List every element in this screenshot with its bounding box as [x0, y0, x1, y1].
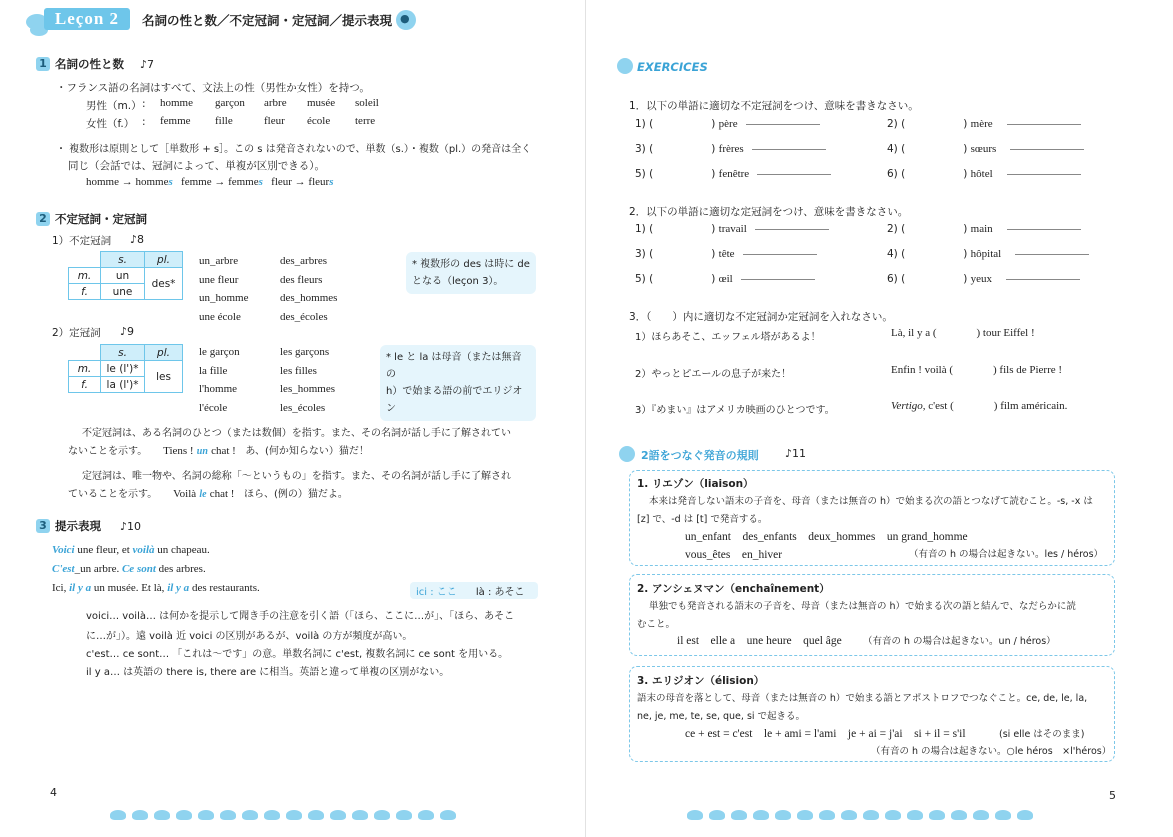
highlight: Ce sont [121, 563, 156, 575]
masc-word: soleil [355, 97, 379, 109]
plural-s: s [168, 176, 173, 188]
item-number: 5) [635, 168, 646, 180]
page-header-title: 名詞の性と数／不定冠詞・定冠詞／提示表現 [142, 13, 393, 28]
text: des arbres. [158, 563, 206, 575]
rule-note: (si elle はそのまま) [999, 729, 1085, 740]
track-number: ♪8 [130, 233, 145, 246]
example-word: des fleurs [280, 273, 323, 286]
presentative-example [52, 563, 206, 575]
cloud-decoration [308, 810, 324, 820]
text: ていることを示す。 [68, 489, 158, 500]
highlight: voilà [132, 544, 155, 556]
item-word: œil [718, 273, 733, 285]
cloud-decoration [995, 810, 1011, 820]
cloud-decoration [374, 810, 390, 820]
paragraph: ・ 複数形は原則として［単数形 + s］。この s は発音されないので、単数（s.）・複数（pl.）の発音は全く [56, 144, 532, 155]
subsection-title: 1）不定冠詞 [52, 235, 112, 247]
exercise-item[interactable]: 5) ( ) œil [635, 273, 815, 285]
example-text: chat ! [211, 445, 236, 457]
lecon-badge: Leçon 2 [44, 8, 130, 30]
cloud-decoration [176, 810, 192, 820]
article-highlight: le [199, 489, 207, 500]
item-word: travail [718, 223, 747, 235]
answer-line[interactable] [1007, 229, 1081, 230]
example-text: Tiens ! [163, 445, 194, 457]
right-page [587, 0, 1173, 837]
fill-prefix: Vertigo, [891, 400, 926, 412]
cloud-decoration [198, 810, 214, 820]
translation: ほら、(例の）猫だよ。 [244, 489, 348, 500]
vocab-la: là : あそこ [475, 587, 525, 598]
note-box [380, 345, 536, 421]
definite-examples-plural [280, 343, 335, 417]
example-word: des_écoles [280, 310, 328, 323]
page-number: 4 [50, 786, 57, 799]
cloud-decoration [775, 810, 791, 820]
cloud-decoration [951, 810, 967, 820]
example-word: la fille [199, 364, 228, 377]
table-cell: f. [69, 284, 101, 300]
cloud-decoration [110, 810, 126, 820]
example-word: des_arbres [280, 255, 328, 267]
exercise-item[interactable]: 4) ( ) sœurs [887, 143, 1084, 155]
example-word: le garçon [199, 346, 240, 358]
cloud-decoration [929, 810, 945, 820]
fill-suffix: ) tour Eiffel ! [976, 327, 1035, 339]
cloud-decoration [731, 810, 747, 820]
plural-s: s [258, 176, 263, 188]
masc-word: arbre [264, 97, 287, 109]
colon: : [142, 98, 146, 110]
answer-line[interactable] [757, 174, 831, 175]
table-cell: f. [69, 377, 101, 393]
fill-prefix: Là, il y a ( [891, 327, 937, 339]
example-word: les garçons [280, 346, 330, 358]
item-number: 3) [635, 248, 646, 260]
cloud-decoration [709, 810, 725, 820]
exercise-fill[interactable] [891, 400, 1067, 412]
exercise-jp: 3）『めまい』はアメリカ映画のひとつです。 [635, 405, 835, 416]
plural-example: homme → homme [86, 176, 169, 188]
note-text: * 複数形の des は時に de [412, 259, 530, 270]
cloud-decoration [418, 810, 434, 820]
item-number: 2) [887, 118, 898, 130]
example-word: l'homme [199, 383, 238, 395]
answer-line[interactable] [755, 229, 829, 230]
cloud-decoration [330, 810, 346, 820]
exercise-question: 1．以下の単語に適切な不定冠詞をつけ、意味を書きなさい。 [629, 100, 919, 112]
answer-line[interactable] [1015, 254, 1089, 255]
exercise-item[interactable]: 6) ( ) yeux [887, 273, 1080, 285]
note-text: となる（leçon 3）。 [412, 276, 504, 287]
paragraph: 不定冠詞は、ある名詞のひとつ（または数個）を指す。また、その名詞が話し手に了解されてい [82, 428, 511, 439]
cloud-decoration [753, 810, 769, 820]
definite-examples-singular [199, 343, 240, 417]
exercise-item[interactable]: 6) ( ) hôtel [887, 168, 1081, 180]
exercise-item[interactable]: 1) ( ) père [635, 118, 820, 130]
example-word: les_hommes [280, 383, 335, 395]
exercise-item[interactable]: 2) ( ) mère [887, 118, 1081, 130]
text: des restaurants. [191, 582, 260, 594]
rule-text: [z] で、-d は [t] で発音する。 [637, 514, 768, 525]
paragraph: 定冠詞は、唯一物や、名詞の総称「～というもの」を指す。また、その名詞が話し手に了解され [82, 471, 511, 482]
plural-examples [86, 176, 333, 188]
rule-note: （有音の h の場合は起きない。○le héros ×l'héros） [871, 746, 1112, 757]
answer-line[interactable] [1006, 279, 1080, 280]
subsection-title: 2）定冠詞 [52, 327, 101, 339]
definite-article-table [68, 344, 183, 393]
article-highlight: un [196, 446, 208, 457]
section-title: 名詞の性と数 [55, 57, 124, 71]
item-number: 3) [635, 143, 646, 155]
item-word: fenêtre [718, 168, 750, 180]
rules-title: 2語をつなぐ発音の規則 [641, 449, 759, 462]
plural-example: femme → femme [181, 176, 259, 188]
cloud-decoration [907, 810, 923, 820]
item-word: mère [970, 118, 993, 130]
item-word: père [718, 118, 738, 130]
note-box [406, 252, 536, 294]
ladybug-spots: ● [400, 12, 410, 25]
fill-suffix: ) fils de Pierre ! [993, 364, 1063, 376]
cloud-decoration [132, 810, 148, 820]
cloud-decoration [687, 810, 703, 820]
answer-line[interactable] [1007, 124, 1081, 125]
highlight: il y a [69, 582, 92, 594]
fem-word: fille [215, 115, 233, 127]
exercise-item[interactable]: 4) ( ) hôpital [887, 248, 1089, 260]
rule-title: 2. アンシェヌマン（enchaînement） [637, 583, 830, 595]
fill-prefix: Enfin ! voilà ( [891, 364, 954, 376]
explanation: voici… voilà… は何かを提示して聞き手の注意を引く語（「ほら、ここに…が」、「ほら、あそこ [86, 611, 515, 622]
item-word: yeux [970, 273, 993, 285]
table-cell: les [145, 361, 183, 393]
cloud-decoration [1017, 810, 1033, 820]
masc-word: homme [160, 97, 193, 109]
note-text: h）で始まる語の前でエリジオン [386, 386, 523, 414]
track-number: ♪10 [120, 520, 142, 533]
paragraph: 同じ（会話では、冠詞によって、単複が区別できる）。 [68, 160, 326, 172]
rule-example: vous_êtes en_hiver [685, 549, 783, 561]
rule-text: 本来は発音しない語末の子音を、母音（または無音の h）で始まる次の語とつなげて読むこと。-s, -x は [649, 496, 1093, 507]
fem-word: école [307, 115, 331, 127]
feminine-label: 女性（f.） [86, 118, 135, 130]
vocab-ici: ici : ここ [416, 587, 457, 598]
cloud-decoration [863, 810, 879, 820]
cloud-decoration [220, 810, 236, 820]
answer-line[interactable] [741, 279, 815, 280]
exercise-item[interactable]: 3) ( ) frères [635, 143, 826, 155]
masc-word: musée [307, 97, 336, 109]
item-number: 2) [887, 223, 898, 235]
page-number: 5 [1109, 789, 1116, 802]
table-cell: une [101, 284, 145, 300]
item-number: 4) [887, 143, 898, 155]
fill-prefix: c'est ( [925, 400, 954, 412]
presentative-example [52, 582, 260, 594]
rule-text: 語末の母音を落として、母音（または無音の h）で始まる語とアポストロフでつなぐこと。ce, de, le, la, [637, 693, 1088, 704]
section-number: 1 [36, 57, 50, 71]
exercises-title: EXERCICES [637, 60, 708, 74]
table-cell: le (l')* [101, 361, 145, 377]
highlight: Voici [52, 544, 75, 556]
indefinite-article-table [68, 251, 183, 300]
item-word: hôtel [970, 168, 993, 180]
example-word: des_hommes [280, 292, 338, 304]
cloud-decoration [841, 810, 857, 820]
exercise-fill[interactable] [891, 364, 1062, 376]
masc-word: garçon [215, 97, 245, 109]
exercise-question: 3．（ ）内に適切な不定冠詞か定冠詞を入れなさい。 [629, 311, 893, 323]
table-header: pl. [145, 345, 183, 361]
fem-word: fleur [264, 115, 285, 127]
track-number: ♪7 [140, 58, 155, 71]
item-word: main [970, 223, 993, 235]
answer-line[interactable] [1007, 174, 1081, 175]
example-word: les filles [280, 364, 317, 377]
answer-line[interactable] [743, 254, 817, 255]
item-number: 6) [887, 273, 898, 285]
paragraph [68, 485, 348, 500]
text: une fleur, et [77, 544, 130, 556]
cloud-decoration [440, 810, 456, 820]
example-word: un_arbre [199, 255, 239, 267]
section-number: 2 [36, 212, 50, 226]
rule-title: 1. リエゾン（liaison） [637, 478, 754, 490]
answer-line[interactable] [752, 149, 826, 150]
cloud-decoration [154, 810, 170, 820]
cloud-decoration [885, 810, 901, 820]
item-word: tête [718, 248, 735, 260]
example-word: les_écoles [280, 401, 326, 414]
example-text: Voilà [173, 488, 197, 500]
cloud-decoration [352, 810, 368, 820]
colon: : [142, 116, 146, 128]
rule-example: ce + est = c'est le + ami = l'ami je + ai = j'ai si + il = s'il [685, 728, 966, 740]
text: Ici, [52, 582, 67, 594]
exercise-question: 2．以下の単語に適切な定冠詞をつけ、意味を書きなさい。 [629, 206, 909, 218]
explanation: c'est… ce sont… 「これは～です」の意。単数名詞に c'est, 複数名詞に ce sont を用いる。 [86, 649, 509, 660]
text: _un arbre. [74, 563, 120, 575]
item-number: 4) [887, 248, 898, 260]
indefinite-examples-plural [280, 252, 337, 326]
table-cell: m. [69, 361, 101, 377]
text: un musée. Et là, [93, 582, 165, 594]
paragraph [68, 442, 369, 457]
item-number: 6) [887, 168, 898, 180]
table-cell: la (l')* [101, 377, 145, 393]
item-word: frères [718, 143, 744, 155]
cloud-decoration [242, 810, 258, 820]
translation: あ、(何か知らない）猫だ！ [245, 446, 369, 457]
text: un chapeau. [157, 544, 210, 556]
explanation: に…が」）。遠 voilà 近 voici の区別があるが、voilà の方が頻度が高い。 [86, 631, 413, 642]
cloud-decoration [797, 810, 813, 820]
answer-line[interactable] [1010, 149, 1084, 150]
cloud-decoration [973, 810, 989, 820]
presentative-example [52, 544, 210, 556]
rule-note: （有音の h の場合は起きない。un / héros） [863, 636, 1056, 647]
exercise-fill[interactable] [891, 327, 1035, 339]
flower-icon [617, 58, 633, 74]
exercise-item[interactable]: 5) ( ) fenêtre [635, 168, 831, 180]
exercise-item[interactable]: 3) ( ) tête [635, 248, 817, 260]
plural-example: fleur → fleur [271, 176, 330, 188]
table-cell: un [101, 268, 145, 284]
section-number: 3 [36, 519, 50, 533]
left-page [0, 0, 586, 837]
rule-example: un_enfant des_enfants deux_hommes un grand_homme [685, 531, 968, 543]
exercise-item[interactable]: 1) ( ) travail [635, 223, 829, 235]
example-word: une école [199, 310, 241, 323]
fill-suffix: ) film américain. [993, 400, 1068, 412]
highlight: C'est [52, 563, 75, 575]
example-word: une fleur [199, 273, 239, 286]
example-word: l'école [199, 401, 228, 414]
exercise-jp: 2）やっとピエールの息子が来た！ [635, 369, 792, 380]
rule-title: 3. エリジオン（élision） [637, 675, 765, 687]
item-number: 1) [635, 118, 646, 130]
item-number: 5) [635, 273, 646, 285]
exercise-jp: 1）ほらあそこ、エッフェル塔があるよ！ [635, 332, 821, 343]
table-header: s. [101, 252, 145, 268]
table-cell: des* [145, 268, 183, 300]
example-text: chat ! [209, 488, 235, 500]
rule-text: 単独でも発音される語末の子音を、母音（または無音の h）で始まる次の語と結んで、なだらかに読 [649, 601, 1076, 612]
highlight: il y a [167, 582, 190, 594]
table-cell: m. [69, 268, 101, 284]
cloud-decoration [264, 810, 280, 820]
rule-text: むこと。 [637, 619, 676, 630]
table-header: pl. [145, 252, 183, 268]
paragraph: ・フランス語の名詞はすべて、文法上の性（男性か女性）を持つ。 [56, 82, 370, 94]
text: ないことを示す。 [68, 446, 148, 457]
fem-word: terre [355, 115, 376, 127]
table-header: s. [101, 345, 145, 361]
fem-word: femme [160, 115, 191, 127]
item-number: 1) [635, 223, 646, 235]
plural-s: s [329, 176, 334, 188]
flower-icon [619, 446, 635, 462]
note-text: * le と la は母音（または無音の [386, 352, 522, 380]
track-number: ♪11 [785, 447, 807, 460]
exercise-item[interactable]: 2) ( ) main [887, 223, 1081, 235]
cloud-decoration [819, 810, 835, 820]
track-number: ♪9 [120, 325, 135, 338]
item-word: sœurs [970, 143, 997, 155]
cloud-decoration [396, 810, 412, 820]
rule-note: （有音の h の場合は起きない。les / héros） [909, 549, 1104, 560]
rule-text: ne, je, me, te, se, que, si で起きる。 [637, 711, 806, 722]
masculine-label: 男性（m.） [86, 100, 142, 112]
item-word: hôpital [970, 248, 1002, 260]
section-title: 提示表現 [55, 519, 101, 533]
answer-line[interactable] [746, 124, 820, 125]
section-title: 不定冠詞・定冠詞 [55, 212, 147, 226]
indefinite-examples-singular [199, 252, 249, 326]
vocab-note [410, 582, 538, 599]
example-word: un_homme [199, 292, 249, 304]
rule-example: il est elle a une heure quel âge [677, 635, 842, 647]
cloud-decoration [286, 810, 302, 820]
explanation: il y a… は英語の there is, there are に相当。英語と違って単複の区別がない。 [86, 667, 450, 678]
